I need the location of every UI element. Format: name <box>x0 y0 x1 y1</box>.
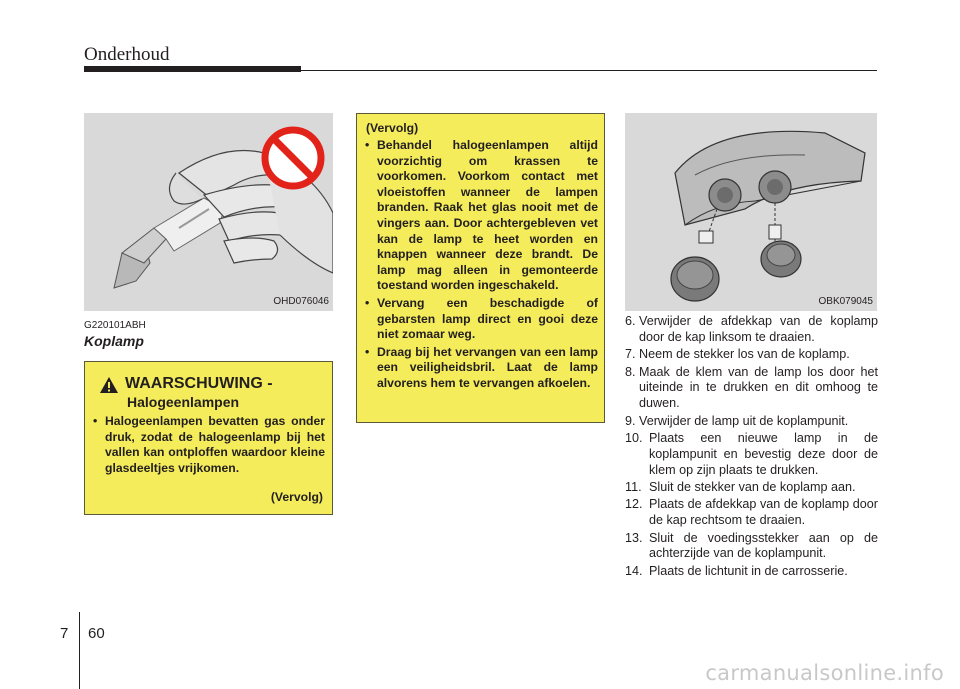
headlamp-illustration <box>625 113 877 311</box>
header-rule <box>301 70 877 71</box>
step-item: 7. Neem de stekker los van de koplamp. <box>625 347 850 362</box>
warning-header <box>99 374 273 411</box>
page-number: 60 <box>88 625 105 642</box>
continuation-bullet: • Behandel halogeenlampen altijd voorzichtig om krassen te voorkomen. Voorkom contact met vloeistoffen wanneer de lampen branden. Raak het glas nooit met de vingers aan. Door achtergebleven vet kan de lamp te heet worden en knappen wanneer deze brandt. De lamp mag alleen in gemonteerde toestand worden ingeschakeld. <box>365 138 598 293</box>
figure-code: OBK079045 <box>818 296 873 307</box>
footer-divider <box>79 612 80 689</box>
prohibited-sign-icon <box>260 125 326 191</box>
continuation-body <box>365 138 598 394</box>
warning-triangle-icon <box>99 376 119 394</box>
continuation-box <box>356 113 605 423</box>
warning-body <box>93 414 325 476</box>
step-item: 13. Sluit de voedingsstekker aan op de achterzijde van de koplampunit. <box>625 530 878 561</box>
headlamp-unit-icon <box>625 113 877 311</box>
continued-note: (Vervolg) <box>270 490 323 504</box>
continuation-bullet: • Vervang een beschadigde of gebarsten lamp direct en gooi deze niet zomaar weg. <box>365 295 598 342</box>
header-bar <box>84 66 301 72</box>
section-title: Koplamp <box>84 333 144 349</box>
chapter-title: Onderhoud <box>84 44 170 65</box>
warning-box <box>84 361 333 515</box>
bulb-handling-illustration <box>84 113 333 311</box>
watermark: carmanualsonline.info <box>705 661 944 685</box>
step-item: 10. Plaats een nieuwe lamp in de koplampunit en bevestig deze door de klem op zijn plaats te drukken. <box>625 430 878 477</box>
continuation-bullet: • Draag bij het vervangen van een lamp een veiligheidsbril. Laat de lamp alvorens hem te vervangen afkoelen. <box>365 344 598 390</box>
continuation-label: (Vervolg) <box>366 121 419 135</box>
warning-title: WAARSCHUWING - <box>125 375 273 392</box>
step-item: 6. Verwijder de afdekkap van de koplamp door de kap linksom te draaien. <box>625 314 878 344</box>
section-code: G220101ABH <box>84 320 146 331</box>
chapter-number: 7 <box>60 625 69 642</box>
figure-code: OHD076046 <box>273 296 329 307</box>
step-item: 11. Sluit de stekker van de koplamp aan. <box>625 479 856 494</box>
step-item: 14. Plaats de lichtunit in de carrosserie. <box>625 563 848 578</box>
step-item: 12. Plaats de afdekkap van de koplamp door de kap rechtsom te draaien. <box>625 497 878 528</box>
warning-bullet: • Halogeenlampen bevatten gas onder druk, zodat de halogeenlamp bij het vallen kan ontploffen waardoor kleine glasdeeltjes vrijkomen. <box>93 414 325 475</box>
instruction-steps <box>625 314 878 581</box>
step-item: 9. Verwijder de lamp uit de koplampunit. <box>625 413 849 428</box>
warning-subtitle: Halogeenlampen <box>127 394 240 410</box>
step-item: 8. Maak de klem van de lamp los door het uiteinde in te drukken en dit omhoog te duwen. <box>625 364 878 411</box>
